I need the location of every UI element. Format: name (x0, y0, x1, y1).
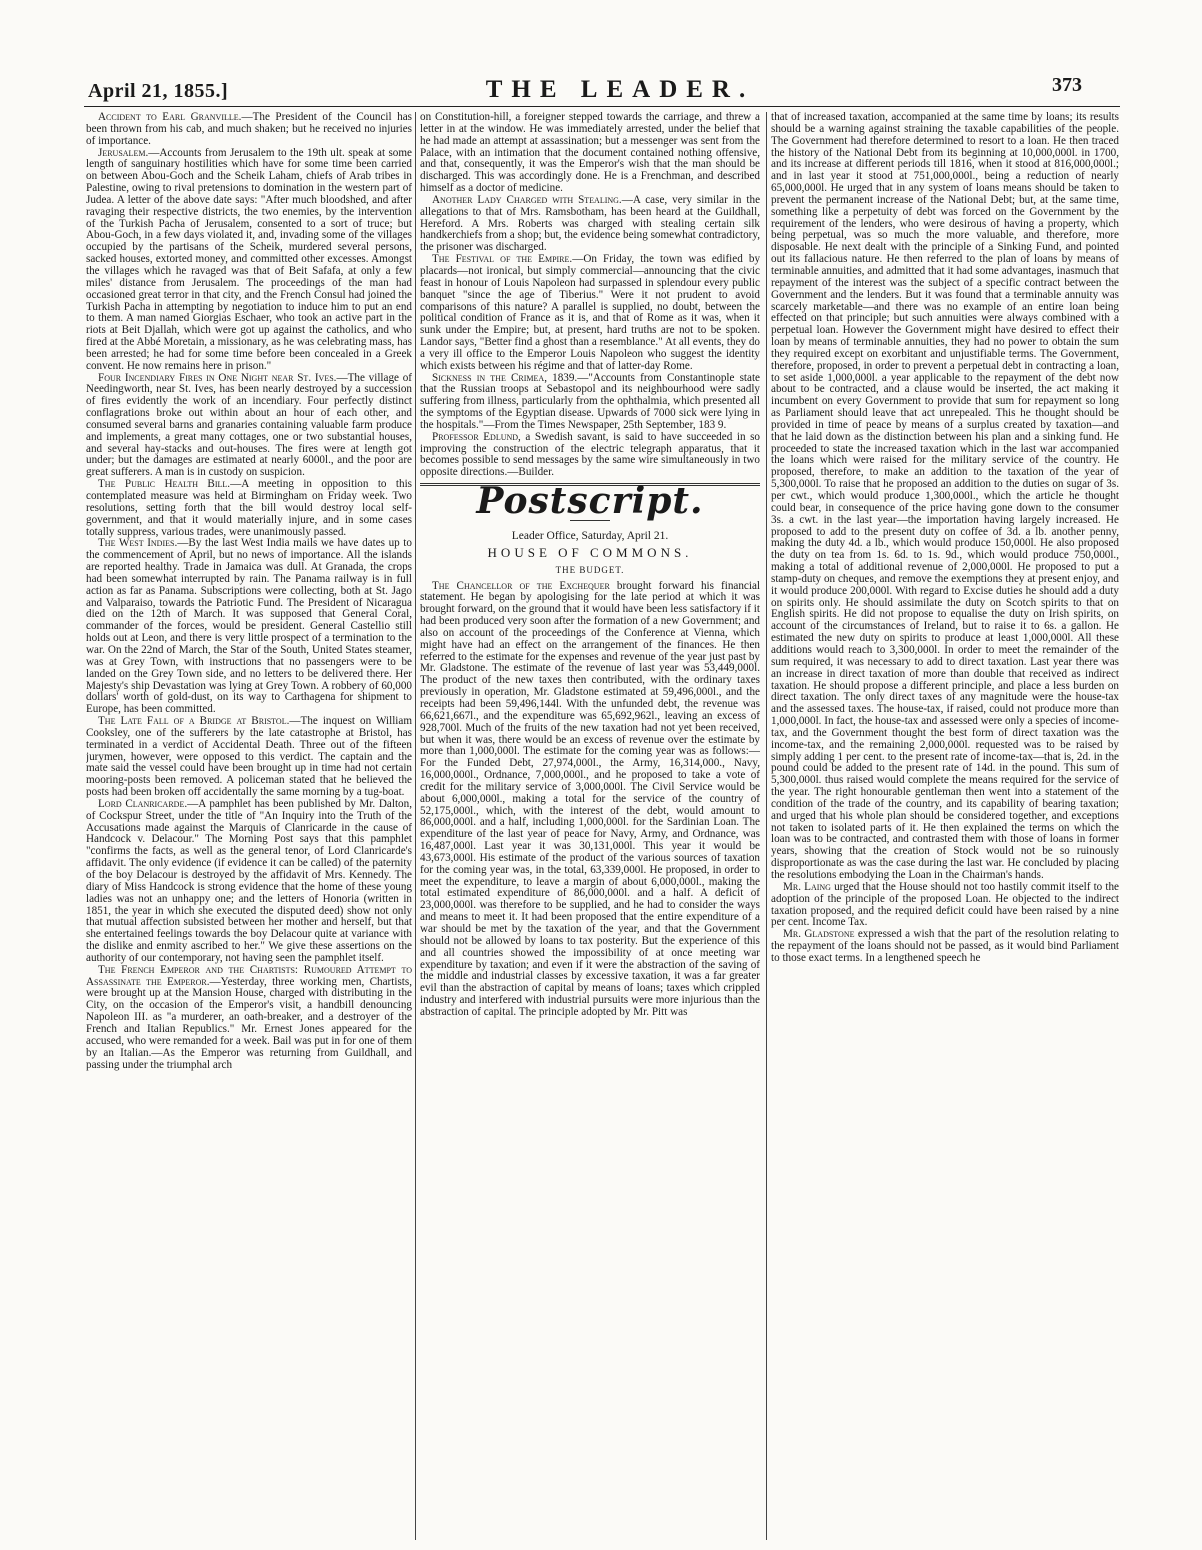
article-public-health-bill: The Public Health Bill.—A meeting in opposition to this contemplated measure was held at Birmingham on Friday week. Two resolutions, setting forth that the bill would destroy local self-government, and that it would materially injure, and in some cases totally suppress, various trades, were unanimously passed. (86, 478, 412, 538)
article-jerusalem: Jerusalem.—Accounts from Jerusalem to the 19th ult. speak at some length of sanguinary hostilities which have for some time been carried on between Abou-Goch and the Scheik Laham, chiefs of Arab tribes in Palestine, owing to rival pretensions to domination in the western part of Judea. A letter of the above date says: "After much bloodshed, and after ravaging their respective districts, the two enemies, by the intervention of the Turkish Pacha of Jerusalem, consented to a sort of truce; but Abou-Goch, in a few days violated it, and, invading some of the villages occupied by the partisans of the Scheik, murdered several persons, sacked houses, extorted money, and committed other excesses. Amongst the villages which he ravaged was that of Beit Safafa, at only a few miles' distance from Jerusalem. The proceedings of the man had occasioned great terror in that city, and the French Consul had joined the Turkish Pacha in attempting by negotiation to induce him to put an end to them. A man named Giorgias Eschaer, who took an active part in the riots at Beit Djallah, which were got up against the catholics, and who fired at the Abbé Moretain, a missionary, as he was celebrating mass, has been arrested; he had for some time before been concealed in a Greek convent. He now remains here in prison." (86, 146, 412, 372)
column-right (771, 112, 1119, 1542)
article-festival-empire: The Festival of the Empire.—On Friday, the town was edified by placards—not ironical, but simply commercial—announcing that the civic feast in honour of Louis Napoleon had surpassed in splendour every public banquet "since the age of Tiberius." Were it not prudent to avoid comparisons of this nature? A parallel is supplied, no doubt, between the political condition of France as it is, and that of Rome as it was, when it sunk under the Empire; but, at present, hard truths are not to be spoken. Landor says, "Better find a ghost than a resemblance." At all events, they do a very ill office to the Emperor Louis Napoleon who suggest the identity which exists between his régime and that of latter-day Rome. (420, 253, 760, 372)
column-left (86, 112, 412, 1542)
office-dateline: Leader Office, Saturday, April 21. (511, 530, 669, 542)
column-divider (766, 112, 767, 1540)
article-mr-laing: Mr. Laing urged that the House should not too hastily commit itself to the adoption of the principle of the proposed Loan. He objected to the indirect taxation proposed, and the required deficit could have been raised by a nine per cent. Income Tax. (771, 880, 1119, 929)
article-bridge-bristol: The Late Fall of a Bridge at Bristol.—The inquest on William Cooksley, one of the sufferers by the late catastrophe at Bristol, has terminated in a verdict of Accidental Death. Three out of the fifteen jurymen, however, were opposed to this verdict. The captain and the mate said the vessel could have been brought up in time had not certain mooring-posts been removed. A policeman stated that he believed the posts had been broken off accidentally the same morning by a tug-boat. (86, 715, 412, 799)
article-constitution-hill: on Constitution-hill, a foreigner stepped towards the carriage, and threw a letter in at the window. He was immediately arrested, under the belief that he had made an attempt at assassination; but a messenger was sent from the Palace, with an intimation that the document contained nothing offensive, and that, consequently, it was the Emperor's wish that the man should be discharged. This was accordingly done. He is a Frenchman, and described himself as a doctor of medicine. (420, 112, 760, 195)
article-crimea-sickness: Sickness in the Crimea, 1839.—"Accounts from Constantinople state that the Russian troops at Sebastopol and its neighbourhood were sadly suffering from illness, particularly from the ophthalmia, which presented all the symptoms of the Egyptian disease. Upwards of 7000 sick were lying in the hospitals."—From the Times Newspaper, 25th September, 183 9. (420, 371, 760, 431)
article-west-indies: The West Indies.—By the last West India mails we have dates up to the commencement of April, but no news of importance. All the islands are reported healthy. Trade in Jamaica was dull. At Granada, the crops had been somewhat interrupted by rain. The Panama railway is in full action as far as Panama. Subscriptions were collecting, both at St. Jago and Valparaiso, towards the Patriotic Fund. The President of Nicaragua died on the 12th of March. It was supposed that General Coral, commander of the forces, would be president. General Castellio still holds out at Leon, and there is very little prospect of a termination to the war. On the 22nd of March, the Star of the South, United States steamer, was at Grey Town, with instructions that no passengers were to be landed on the Grey Town side, and no letters to be delivered there. Her Majesty's ship Devastation was lying at Grey Town. A robbery of 60,000 dollars' worth of gold-dust, on its way to Carthagena for shipment to Europe, has been committed. (86, 537, 412, 716)
article-lady-stealing: Another Lady Charged with Stealing.—A case, very similar in the allegations to that of Mrs. Ramsbotham, has been heard at the Guildhall, Hereford. A Mrs. Roberts was charged with stealing certain silk handkerchiefs from a shop; but, the evidence being somewhat contradictory, the prisoner was discharged. (420, 193, 760, 254)
article-budget-continued: that of increased taxation, accompanied at the same time by loans; its results should be a warning against straining the taxable capabilities of the people. The Government had therefore determined to resort to a loan. He then traced the history of the National Debt from its beginning at 10,000,000l. in 1700, and its increase at different periods till 1816, when it stood at 816,000,000l.; and in last year it stood at 751,000,000l., being a reduction of nearly 65,000,000l. He urged that in any system of loans means should be taken to prevent the permanent increase of the National Debt; but, at the same time, something like a perpetuity of debt was forced on the Government by the requirement of the lenders, who were desirous of having a property, which being perpetual, was so much the more valuable, and therefore, more disposable. He next dealt with the principle of a Sinking Fund, and pointed out its fallacious nature. He then referred to the plan of loans by means of terminable annuities, and admitted that it had some advantages, inasmuch that repayment of the interest was the subject of a specific contract between the Government and the lenders. But it was found that a terminable annuity was scarcely marketable—and there was no example of an entire loan being effected on that principle; but such annuities were always combined with a perpetual loan. However the Government might have desired to effect their loan by means of terminable annuities, they had no power to obtain the sum they required except on exorbitant and unjustifiable terms. The Government, therefore, proposed, in order to prevent a perpetual debt in contracting a loan, to set aside 1,000,000l. a year applicable to the repayment of the debt now about to be contracted, and a clause would be inserted, the act making it incumbent on every Government to provide that sum for repayment so long as Parliament should leave that act unrepealed. This he thought should be provided in time of peace by means of a surplus created by taxation—and that he laid down as the distinction between his plan and a sinking fund. He proceeded to state the increased taxation which in the last war accompanied the loans which were raised for the military service of the country. He proposed, therefore, to make an addition to the taxation of the year of 5,300,000l. To raise that he proposed an addition to the duties on sugar of 3s. per cwt., which would produce 1,300,000l., which the article he thought could bear, in consequence of the price having gone down to the consumer 3s. a cwt. in the last year—the importation having largely increased. He proposed to add to the present duty on coffee of 3d. a lb. another penny, making the duty 4d. a lb., which would produce 150,000l. He also proposed the duty on tea from 1s. 6d. to 1s. 9d., which would produce 750,000l., making a total of additional revenue of 2,000,000l. He proposed to put a stamp-duty on cheques, and remove the exemptions they at present enjoy, and it would produce 200,000l. With regard to Excise duties he should add a duty on spirits only. He should assimilate the duty on Scotch spirits to that on English spirits. He did not propose to equalise the duty on Irish spirits, on account of the circumstances of Ireland, but to raise it to 6s. a gallon. He estimated the new duty on spirits to produce at least 1,000,000l. All these additions would reach to 3,300,000l. In order to meet the remainder of the sum required, it was necessary to add to direct taxation. Last year there was an increase in direct taxation of more than double that received as indirect taxation. He should propose a different principle, and place a less burden on direct taxation. The only direct taxes of any magnitude were the house-tax and the assessed taxes. The house-tax, if raised, could not produce more than 1,000,000l. In fact, the house-tax and assessed were only a species of income-tax, and the Government thought the best form of direct taxation was the income-tax, and the remaining 2,000,000l. requested was to be raised by simply adding 1 per cent. to the present rate of income-tax—that is, 2d. in the pound could be added to the present rate of 14d. in the pound. This sum of 5,300,000l. thus raised would complete the means required for the service of the year. The right honourable gentleman then went into a statement of the condition of the trade of the country, and its capability of bearing taxation; and urged that his whole plan should be considered together, and exceptions not taken to isolated parts of it. He then explained the terms on which the loan was to be contracted, and contrasted them with those of loans in former years, showing that the creation of Stock would not be so ruinously disproportionate as was the case during the last war. He concluded by placing the resolutions embodying the Loan in the Chairman's hands. (771, 112, 1119, 881)
house-heading: HOUSE OF COMMONS. (487, 544, 693, 560)
article-professor-edlund: Professor Edlund, a Swedish savant, is said to have succeeded in so improving the construction of the electric telegraph apparatus, that it becomes possible to send messages by the same wire simultaneously in two opposite directions.—Builder. (420, 430, 760, 479)
article-budget: The Chancellor of the Exchequer brought forward his financial statement. He began by apologising for the late period at which it was brought forward, on the ground that it would have been less satisfactory if it had been produced very soon after the formation of a new Government; and also on account of the proceedings of the Conference at Vienna, which might have had an effect on the arrangement of the finances. He then referred to the estimate for the expenses and revenue of the year just past by Mr. Gladstone. The estimate of the revenue of last year was 53,449,000l. The product of the new taxes then contributed, with the ordinary taxes previously in operation, Mr. Gladstone estimated at 59,496,000l., and the receipts had been 59,496,144l. With the unfunded debt, the revenue was 66,621,667l., and the expenditure was 65,692,962l., leaving an excess of 928,700l. Much of the fruits of the new taxation had not yet been received, but when it was, there would be an excess of revenue over the estimate by more than 1,000,000l. The estimate for the coming year was as follows:—For the Funded Debt, 27,974,000l., the Army, 16,314,000., Navy, 16,000,000l., Ordnance, 7,000,000l., and he proposed to take a vote of credit for the military service of 3,000,000l. The Civil Service would be about 6,000,000l., making a total for the service of the country of 52,175,000l., which, with the interest of the debt, would amount to 86,000,000l. and a half, including 1,000,000l. for the Sardinian Loan. The expenditure of the last year of peace for Navy, Army, and Ordnance, was 16,487,000l. Last year it was 30,131,000l. This year it would be 43,673,000l. His estimate of the product of the various sources of taxation for the coming year was, in the total, 63,339,000l. He proposed, in order to meet the expenditure, to leave a margin of about 6,000,000l., making the total estimated expenditure of 86,000,000l. and a half. A deficit of 23,000,000l. was therefore to be supplied, and he had to consider the ways and means to meet it. It had been proposed that the entire expenditure of a war should be met by the taxation of the year, and that the Government should not be allowed by loans to tax posterity. But the experience of this and all countries showed the impossibility of at once meeting war expenditure by taxation; and even if it were the abstraction of the saving of the middle and industrial classes by excessive taxation, it was a far greater evil than the abstraction of capital by means of loans; taxes which crippled industry and interfered with industrial pursuits were more injurious than the abstraction of capital. The principle adopted by Mr. Pitt was (420, 579, 760, 1018)
article-lord-clanricarde: Lord Clanricarde.—A pamphlet has been published by Mr. Dalton, of Cockspur Street, under the title of "An Inquiry into the Truth of the Accusations made against the Marquis of Clanricarde in the cause of Handcock v. Delacour." The Morning Post says that this pamphlet "confirms the facts, as well as the general tenor, of Lord Clanricarde's affidavit. The only evidence (if evidence it can be called) of the paternity of the boy Delacour is destroyed by the affidavit of Mrs. Kennedy. The diary of Miss Handcock is strong evidence that the home of these young ladies was not an unhappy one; and the letters of Honoria (written in 1851, the year in which she executed the disputed deed) show not only that mutual affection subsisted between her mother and herself, but that she entertained feelings towards the boy Delacour quite at variance with the dislike and enmity ascribed to her." We give these assertions on the authority of our contemporary, not having seen the pamphlet itself. (86, 797, 412, 964)
budget-heading: THE BUDGET. (555, 564, 625, 575)
article-french-emperor: The French Emperor and the Chartists: Rumoured Attempt to Assassinate the Emperor.—Yesterday, three working men, Chartists, were brought up at the Mansion House, charged with distributing in the City, on the occasion of the Emperor's visit, a handbill denouncing Napoleon III. as "a murderer, an oath-breaker, and a destroyer of the French and Italian Republics." Mr. Ernest Jones appeared for the accused, who were remanded for a week. Bail was put in for one of them by an Italian.—As the Emperor was returning from Guildhall, and passing under the triumphal arch (86, 963, 412, 1071)
article-incendiary-fires: Four Incendiary Fires in One Night near St. Ives.—The village of Needingworth, near St. Ives, has been nearly destroyed by a succession of fires evidently the work of an incendiary. Four perfectly distinct conflagrations broke out within about an hour of each other, and consumed several barns and granaries containing valuable farm produce and implements, a great many cottages, one or two substantial houses, and several hay-stacks and out-houses. The fires were at length got under; but the damages are estimated at nearly 6000l., and the poor are great sufferers. A man is in custody on suspicion. (86, 371, 412, 479)
article-mr-gladstone: Mr. Gladstone expressed a wish that the part of the resolution relating to the repayment of the loans should not be passed, as it would bind Parliament to those exact terms. In a lengthened speech he (771, 928, 1119, 964)
masthead-title: THE LEADER. (485, 76, 755, 103)
postscript-heading: Postscript. (476, 480, 704, 523)
column-middle (420, 112, 760, 1542)
page-number: 373 (1052, 74, 1082, 96)
header-rule (84, 106, 1120, 107)
article-earl-granville: Accident to Earl Granville.—The President of the Council has been thrown from his cab, and much shaken; but he received no injuries of importance. (86, 112, 412, 147)
issue-date: April 21, 1855.] (88, 80, 229, 102)
column-divider (415, 112, 416, 1540)
